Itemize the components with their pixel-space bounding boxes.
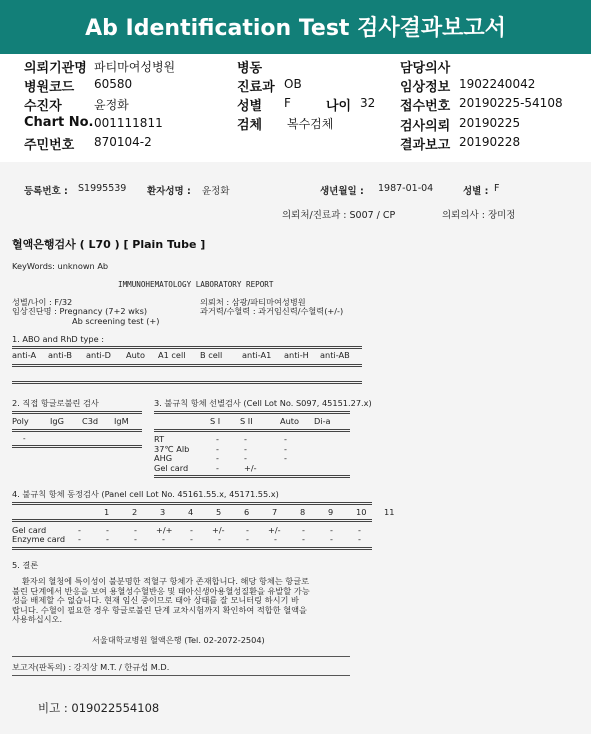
diag-line-2: Ab screening test (+) bbox=[72, 316, 160, 326]
abo-header-cell: A1 cell bbox=[158, 350, 186, 360]
screen-cell: - bbox=[284, 434, 287, 444]
s2-title: 2. 직접 항글로불린 검사 bbox=[12, 398, 99, 408]
panel-enzyme-cell: - bbox=[134, 534, 137, 544]
panel-enzyme-cell: - bbox=[246, 534, 249, 544]
divider bbox=[12, 429, 142, 432]
age-value: 32 bbox=[360, 96, 376, 110]
conclusion-line: 랍니다. 수혈이 필요한 경우 항글로불린 단계 교차시험까지 확인하여 적합한 혈액을 bbox=[12, 604, 307, 615]
conclusion-line: 불린 단계에서 반응을 보여 용혈성수혈반응 및 태아신생아용혈성질환을 유발할 가능 bbox=[12, 585, 310, 596]
dept-label: 진료과 bbox=[237, 80, 275, 95]
screen-cell: - bbox=[216, 434, 219, 444]
receipt-label: 접수번호 bbox=[400, 99, 451, 114]
abo-header-cell: anti-A bbox=[12, 350, 37, 360]
dept-line: 의뢰처/진료과 : S007 / CP bbox=[282, 210, 396, 221]
panel-enzyme-cell: - bbox=[190, 534, 193, 544]
request-date-value: 20190225 bbox=[459, 116, 521, 130]
dept-value: OB bbox=[284, 77, 302, 91]
panel-column-header: 7 bbox=[272, 507, 278, 517]
abo-header-cell: anti-B bbox=[48, 350, 72, 360]
divider bbox=[154, 411, 350, 414]
signature: 서울대학교병원 혈액은행 (Tel. 02-2072-2504) bbox=[92, 635, 265, 645]
abo-header-cell: Auto bbox=[126, 350, 146, 360]
sex-label-2: 성별 : bbox=[463, 186, 489, 197]
report-date-value: 20190228 bbox=[459, 135, 521, 149]
panel-enzyme-cell: - bbox=[302, 534, 305, 544]
specimen-value: 복수검체 bbox=[287, 117, 334, 131]
hospital-code-label: 병원코드 bbox=[24, 80, 75, 95]
specimen-label: 검체 bbox=[237, 118, 263, 133]
conclusion-line: 환자의 혈청에 특이성이 불분명한 적혈구 항체가 존재합니다. 해당 항체는 항글로 bbox=[22, 576, 310, 586]
institution-value: 파티마여성병원 bbox=[94, 60, 176, 74]
divider bbox=[12, 381, 362, 384]
panel-column-header: 3 bbox=[160, 507, 166, 517]
s3-title: 3. 불규칙 항체 선별검사 (Cell Lot No. S097, 45151.27.x) bbox=[154, 398, 372, 408]
screen-cell: - bbox=[244, 434, 247, 444]
dat-header-cell: IgG bbox=[50, 416, 64, 426]
chart-value: 001111811 bbox=[94, 116, 163, 130]
name-value: 윤정화 bbox=[202, 186, 230, 197]
panel-column-header: 4 bbox=[188, 507, 194, 517]
conclusion-line: 사용하십시오. bbox=[12, 614, 63, 624]
screen-cell: - bbox=[284, 453, 287, 463]
screen-header-cell: Auto bbox=[280, 416, 300, 426]
divider bbox=[12, 502, 372, 505]
sex-value-2: F bbox=[494, 183, 500, 194]
abo-header-cell: anti-H bbox=[284, 350, 309, 360]
conclusion-line: 성을 배제할 수 없습니다. 현재 임신 중이므로 태아 상태를 잘 모니터링 하시기 바 bbox=[12, 595, 299, 605]
panel-column-header: 9 bbox=[328, 507, 334, 517]
report-date-label: 결과보고 bbox=[400, 138, 451, 153]
s1-title: 1. ABO and RhD type : bbox=[12, 334, 104, 344]
age-label: 나이 bbox=[326, 99, 352, 114]
screen-cell: - bbox=[284, 443, 287, 454]
ward-label: 병동 bbox=[237, 61, 263, 76]
dat-header-cell: Poly bbox=[12, 416, 29, 426]
institution-label: 의뢰기관명 bbox=[24, 61, 87, 76]
dob-label: 생년월일 : bbox=[320, 186, 364, 197]
divider bbox=[12, 656, 350, 657]
abo-header-cell: B cell bbox=[200, 350, 223, 360]
panel-column-header: 1 bbox=[104, 507, 110, 517]
req-line: 의뢰처 : 삼광/파티마여성병원 bbox=[200, 297, 306, 307]
panel-gel-cell: +/- bbox=[212, 525, 225, 535]
report-title: Ab Identification Test 검사결과보고서 bbox=[0, 0, 591, 54]
panel-gel-cell: - bbox=[246, 525, 249, 535]
divider bbox=[12, 519, 372, 522]
panel-gel-cell: - bbox=[330, 525, 333, 535]
request-date-label: 검사의뢰 bbox=[400, 119, 451, 134]
reg-label: 등록번호 : bbox=[24, 186, 68, 197]
doctor-label: 담당의사 bbox=[400, 61, 451, 76]
panel-gel-cell: - bbox=[78, 525, 81, 535]
resident-label: 주민번호 bbox=[24, 138, 75, 153]
screen-cell: - bbox=[244, 443, 247, 454]
screen-header-cell: S I bbox=[210, 416, 221, 426]
abo-header-cell: anti-D bbox=[86, 350, 111, 360]
dob-value: 1987-01-04 bbox=[378, 183, 434, 194]
dat-header-cell: C3d bbox=[82, 416, 99, 426]
screen-cell: +/- bbox=[244, 462, 257, 473]
panel-gel-cell: - bbox=[302, 525, 305, 535]
divider bbox=[12, 364, 362, 367]
gel-label: Gel card bbox=[12, 525, 47, 535]
screen-row-label: 37℃ Alb bbox=[154, 443, 190, 454]
clinical-label: 임상정보 bbox=[400, 80, 451, 95]
panel-enzyme-cell: - bbox=[106, 534, 109, 544]
panel-enzyme-cell: - bbox=[274, 534, 277, 544]
screen-header-cell: Di-a bbox=[314, 416, 331, 426]
panel-enzyme-cell: - bbox=[78, 534, 81, 544]
panel-column-header: 2 bbox=[132, 507, 138, 517]
divider bbox=[154, 429, 350, 432]
s4-title: 4. 불규칙 항체 동정검사 (Panel cell Lot No. 45161.55.x, 45171.55.x) bbox=[12, 489, 279, 499]
dat-header-cell: IgM bbox=[114, 416, 129, 426]
panel-enzyme-cell: - bbox=[162, 534, 165, 544]
screen-cell: - bbox=[216, 453, 219, 463]
resident-value: 870104-2 bbox=[94, 135, 152, 149]
hospital-code-value: 60580 bbox=[94, 77, 133, 91]
s5-title: 5. 결론 bbox=[12, 560, 39, 570]
clinical-value: 1902240042 bbox=[459, 77, 536, 91]
divider bbox=[154, 475, 350, 478]
divider bbox=[12, 346, 362, 349]
patient-label: 수진자 bbox=[24, 99, 62, 114]
panel-enzyme-cell: - bbox=[330, 534, 333, 544]
screen-cell: - bbox=[244, 453, 247, 463]
note: 비고 : 019022554108 bbox=[38, 701, 160, 715]
panel-column-header: 5 bbox=[216, 507, 222, 517]
panel-gel-cell: - bbox=[358, 525, 361, 535]
reg-value: S1995539 bbox=[78, 183, 127, 194]
screen-row-label: RT bbox=[154, 434, 165, 444]
sexage-line: 성별/나이 : F/32 bbox=[12, 297, 73, 307]
scanned-report bbox=[0, 162, 591, 734]
name-label: 환자성명 : bbox=[147, 186, 191, 197]
divider bbox=[12, 445, 142, 448]
hist-line: 과거력/수혈력 : 과거임신력/수혈력(+/-) bbox=[200, 306, 344, 316]
abo-header-cell: anti-AB bbox=[320, 350, 350, 360]
panel-gel-cell: - bbox=[190, 525, 193, 535]
panel-column-header: 8 bbox=[300, 507, 306, 517]
panel-column-header: 11 bbox=[384, 507, 395, 517]
panel-column-header: 10 bbox=[356, 507, 367, 517]
screen-cell: - bbox=[216, 443, 219, 454]
keywords: KeyWords: unknown Ab bbox=[12, 261, 109, 271]
enzyme-label: Enzyme card bbox=[12, 534, 66, 544]
receipt-value: 20190225-54108 bbox=[459, 96, 563, 110]
chart-label: Chart No. bbox=[24, 115, 94, 130]
panel-gel-cell: - bbox=[106, 525, 109, 535]
divider bbox=[12, 675, 350, 676]
screen-header-cell: S II bbox=[240, 416, 253, 426]
panel-enzyme-cell: - bbox=[358, 534, 361, 544]
screen-row-label: AHG bbox=[154, 453, 173, 463]
panel-gel-cell: +/- bbox=[268, 525, 281, 535]
screen-cell: - bbox=[216, 462, 219, 473]
sex-label: 성별 bbox=[237, 99, 263, 114]
sex-value: F bbox=[284, 96, 291, 110]
reporter: 보고자(판독의) : 강지상 M.T. / 한규섭 M.D. bbox=[12, 662, 170, 672]
divider bbox=[12, 411, 142, 414]
panel-enzyme-cell: - bbox=[218, 534, 221, 544]
lab-title: IMMUNOHEMATOLOGY LABORATORY REPORT bbox=[118, 280, 274, 289]
panel-column-header: 6 bbox=[244, 507, 250, 517]
panel-gel-cell: - bbox=[134, 525, 137, 535]
abo-header-cell: anti-A1 bbox=[242, 350, 272, 360]
divider bbox=[12, 547, 372, 550]
screen-row-label: Gel card bbox=[154, 462, 189, 473]
diag-line: 임상진단명 : Pregnancy (7+2 wks) bbox=[12, 306, 148, 316]
doctor-line: 의뢰의사 : 장미정 bbox=[442, 210, 516, 221]
patient-value: 윤정화 bbox=[94, 98, 129, 112]
section-title: 혈액은행검사 ( L70 ) [ Plain Tube ] bbox=[12, 238, 206, 251]
panel-gel-cell: +/+ bbox=[156, 525, 173, 535]
s2-value: - bbox=[22, 434, 27, 443]
